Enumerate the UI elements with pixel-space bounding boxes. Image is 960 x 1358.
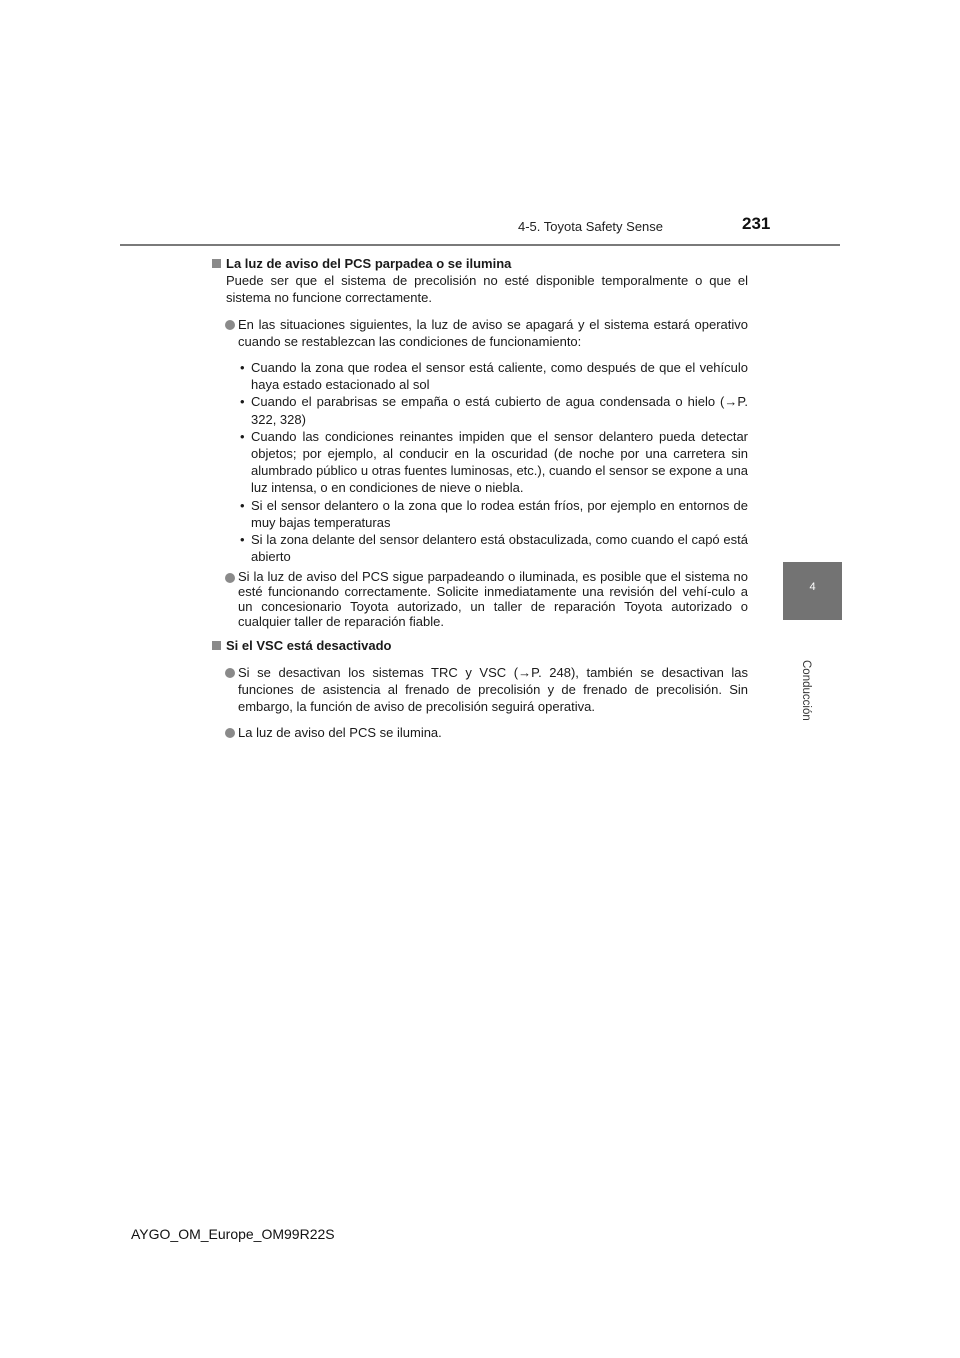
section-heading — [212, 637, 748, 654]
list-item — [212, 316, 748, 350]
circle-bullet-icon — [225, 573, 235, 583]
section-heading-text: La luz de aviso del PCS parpadea o se ilumina — [226, 256, 512, 271]
list-item-text: Si la luz de aviso del PCS sigue parpadeando o iluminada, es posible que el sistema no esté funcionando correctamente. Solicite inmediatamente una revisión del vehí-culo a un concesionario Toyota autorizado, un taller de reparación Toyota autorizado o cualquier taller de reparación fiable. — [238, 569, 748, 630]
sub-list-item-text: Si el sensor delantero o la zona que lo rodea están fríos, por ejemplo en entornos de muy bajas temperaturas — [251, 497, 748, 530]
list-item-text: En las situaciones siguientes, la luz de aviso se apagará y el sistema estará operativo cuando se restablezcan las condiciones de funcionamiento: — [238, 316, 748, 349]
chapter-tab — [783, 562, 842, 620]
sub-list-item — [212, 393, 748, 427]
sub-list-item — [212, 497, 748, 531]
list-item — [212, 569, 748, 629]
list-item — [212, 724, 748, 741]
chapter-number: 4 — [809, 581, 816, 593]
circle-bullet-icon — [225, 728, 235, 738]
dot-marker-icon: • — [240, 497, 245, 513]
circle-bullet-icon — [225, 668, 235, 678]
sub-list-item — [212, 428, 748, 497]
sub-list-item — [212, 531, 748, 565]
dot-marker-icon: • — [240, 394, 245, 410]
sub-list-item-text: Cuando la zona que rodea el sensor está caliente, como después de que el vehículo haya estado estacionado al sol — [251, 360, 748, 393]
sub-list-item-text: Si la zona delante del sensor delantero está obstaculizada, como cuando el capó está abierto — [251, 532, 748, 565]
sub-list — [212, 359, 748, 565]
square-bullet-icon — [212, 259, 221, 268]
list-item-text: La luz de aviso del PCS se ilumina. — [238, 725, 442, 741]
section-heading-text: Si el VSC está desactivado — [226, 638, 392, 654]
circle-bullet-icon — [225, 320, 235, 330]
page-number: 231 — [742, 214, 771, 233]
main-content — [212, 255, 748, 741]
sub-list-item — [212, 359, 748, 393]
section-heading — [212, 255, 748, 272]
list-item-text: Si se desactivan los sistemas TRC y VSC (→P. 248), también se desactivan las funciones de asistencia al frenado de precolisión y de frenado de precolisión. Sin embargo, la función de aviso de precolisión seguirá operativa. — [238, 664, 748, 715]
dot-marker-icon: • — [240, 532, 245, 548]
footer-document-code: AYGO_OM_Europe_OM99R22S — [131, 1226, 335, 1242]
dot-marker-icon: • — [240, 360, 245, 376]
dot-marker-icon: • — [240, 428, 245, 444]
header-divider — [120, 244, 840, 246]
header-section-title: 4-5. Toyota Safety Sense — [518, 219, 664, 234]
sub-list-item-text: Cuando las condiciones reinantes impiden que el sensor delantero pueda detectar objetos; por ejemplo, al conducir en la oscuridad (de noche por una carretera sin alumbrado público u otras fuentes luminosas, etc.), cuando el sensor se expone a una luz intensa, o en condiciones de nieve o niebla. — [251, 428, 748, 496]
chapter-side-title: Conducción — [800, 660, 812, 721]
section-intro: Puede ser que el sistema de precolisión no esté disponible temporalmente o que el sistema no funcione correctamente. — [226, 273, 748, 306]
square-bullet-icon — [212, 641, 221, 650]
list-item — [212, 664, 748, 716]
sub-list-item-text: Cuando el parabrisas se empaña o está cubierto de agua condensada o hielo (→P. 322, 328) — [251, 394, 748, 427]
